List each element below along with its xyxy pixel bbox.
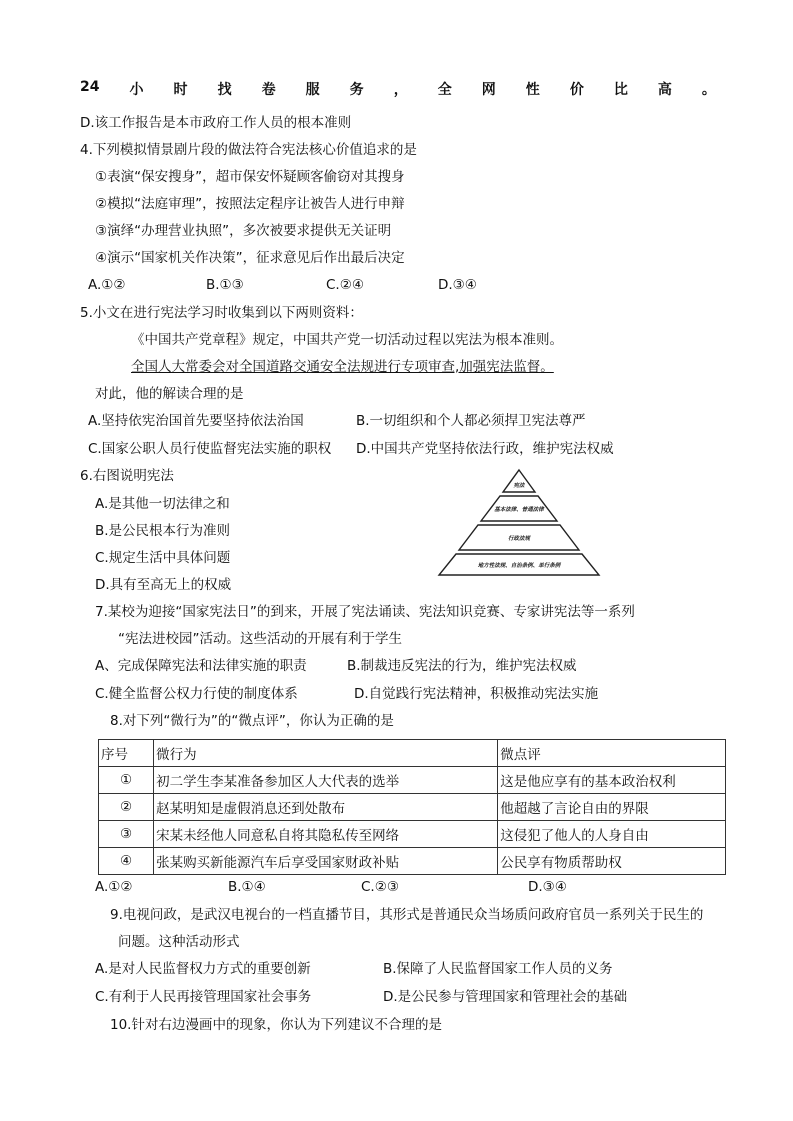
q8-stem: 8.对下列“微行为”的“微点评”，你认为正确的是 [110, 713, 394, 729]
table-header-row [99, 740, 726, 767]
q7-option-b[interactable]: B.制裁违反宪法的行为，维护宪法权威 [347, 658, 577, 674]
q6-option-a[interactable]: A.是其他一切法律之和 [95, 496, 230, 512]
q8-table [98, 739, 726, 875]
banner-char: 服 [305, 82, 320, 98]
row-behavior: 初二学生李某准备参加区人大代表的选举 [154, 767, 498, 794]
row-comment: 公民享有物质帮助权 [498, 848, 726, 875]
q9-options-row-1 [95, 960, 613, 978]
q4-option-b[interactable]: B.①③ [206, 277, 244, 293]
ad-banner [80, 79, 716, 99]
pyramid-label-constitution: 宪法 [513, 483, 525, 489]
q8-option-d[interactable]: D.③④ [528, 879, 567, 895]
q4-option-c[interactable]: C.②④ [326, 277, 364, 293]
banner-char: 全 [437, 82, 452, 98]
q7-stem-line-2: “宪法进校园”活动。这些活动的开展有利于学生 [118, 631, 402, 647]
q5-options-row-2 [88, 440, 614, 458]
q4-item-1: ①表演“保安搜身”，超市保安怀疑顾客偷窃对其搜身 [95, 169, 405, 185]
row-index: ① [99, 767, 154, 794]
q7-stem-line-1: 7.某校为迎接“国家宪法日”的到来，开展了宪法诵读、宪法知识竞赛、专家讲宪法等一系列 [95, 604, 635, 620]
banner-char: 24 [80, 79, 100, 95]
q5-material-1: 《中国共产党章程》规定，中国共产党一切活动过程以宪法为根本准则。 [131, 332, 563, 348]
q6-option-b[interactable]: B.是公民根本行为准则 [95, 523, 231, 539]
table-row [99, 821, 726, 848]
q7-option-c[interactable]: C.健全监督公权力行使的制度体系 [95, 686, 298, 702]
q8-option-b[interactable]: B.①④ [228, 879, 266, 895]
q5-material-2: 全国人大常委会对全国道路交通安全法规进行专项审查,加强宪法监督。 [131, 359, 554, 375]
q5-options-row-1 [88, 412, 586, 430]
q8-option-a[interactable]: A.①② [95, 879, 133, 895]
row-index: ④ [99, 848, 154, 875]
q6-option-c[interactable]: C.规定生活中具体问题 [95, 550, 231, 566]
row-behavior: 宋某未经他人同意私自将其隐私传至网络 [154, 821, 498, 848]
q9-stem-line-1: 9.电视问政，是武汉电视台的一档直播节目，其形式是普通民众当场质问政府官员一系列关于民生的 [110, 907, 704, 923]
q4-option-a[interactable]: A.①② [88, 277, 126, 293]
q4-options [88, 276, 477, 294]
prev-question-option-d: D.该工作报告是本市政府工作人员的根本准则 [80, 115, 352, 131]
banner-char: ， [393, 82, 408, 98]
banner-char: 性 [525, 82, 540, 98]
banner-char: 价 [569, 82, 584, 98]
q9-options-row-2 [95, 988, 627, 1006]
q7-option-a[interactable]: A、完成保障宪法和法律实施的职责 [95, 658, 307, 674]
pyramid-label-basic-laws: 基本法律、普通法律 [494, 507, 544, 513]
q9-option-c[interactable]: C.有利于人民再接管理国家社会事务 [95, 989, 312, 1005]
table-row [99, 794, 726, 821]
row-behavior: 赵某明知是虚假消息还到处散布 [154, 794, 498, 821]
q7-options-row-2 [95, 685, 598, 703]
table-row [99, 848, 726, 875]
q4-item-4: ④演示“国家机关作决策”，征求意见后作出最后决定 [95, 250, 405, 266]
q6-stem: 6.右图说明宪法 [80, 468, 174, 484]
q4-option-d[interactable]: D.③④ [438, 277, 477, 293]
banner-char: 高 [657, 82, 672, 98]
q5-option-c[interactable]: C.国家公职人员行使监督宪法实施的职权 [88, 441, 332, 457]
q9-option-b[interactable]: B.保障了人民监督国家工作人员的义务 [383, 961, 613, 977]
row-index: ② [99, 794, 154, 821]
q5-stem: 5.小文在进行宪法学习时收集到以下两则资料： [80, 305, 363, 321]
banner-char: 找 [217, 82, 232, 98]
q4-item-2: ②模拟“法庭审理”，按照法定程序让被告人进行申辩 [95, 196, 405, 212]
q7-option-d[interactable]: D.自觉践行宪法精神，积极推动宪法实施 [354, 686, 599, 702]
banner-char: 网 [481, 82, 496, 98]
pyramid-label-local-regulations: 地方性法规、自治条例、单行条例 [477, 563, 561, 569]
q10-stem: 10.针对右边漫画中的现象，你认为下列建议不合理的是 [110, 1017, 442, 1033]
q9-option-d[interactable]: D.是公民参与管理国家和管理社会的基础 [383, 989, 628, 1005]
q8-option-c[interactable]: C.②③ [361, 879, 399, 895]
q6-option-d[interactable]: D.具有至高无上的权威 [95, 577, 232, 593]
banner-char: 比 [613, 82, 628, 98]
banner-char: 时 [173, 82, 188, 98]
q4-stem: 4.下列模拟情景剧片段的做法符合宪法核心价值追求的是 [80, 142, 417, 158]
banner-char: 。 [701, 82, 716, 98]
q5-option-d[interactable]: D.中国共产党坚持依法行政，维护宪法权威 [356, 441, 614, 457]
q5-prompt: 对此，他的解读合理的是 [95, 386, 244, 402]
banner-char: 务 [349, 82, 364, 98]
q4-item-3: ③演绎“办理营业执照”，多次被要求提供无关证明 [95, 223, 392, 239]
pyramid-label-admin-regulations: 行政法规 [507, 536, 531, 542]
q9-stem-line-2: 问题。这种活动形式 [118, 934, 240, 950]
table-row [99, 767, 726, 794]
header-behavior: 微行为 [154, 740, 498, 767]
q5-option-b[interactable]: B.一切组织和个人都必须捍卫宪法尊严 [356, 413, 586, 429]
row-comment: 这是他应享有的基本政治权利 [498, 767, 726, 794]
q7-options-row-1 [95, 657, 577, 675]
banner-char: 小 [129, 82, 144, 98]
row-comment: 他超越了言论自由的界限 [498, 794, 726, 821]
header-comment: 微点评 [498, 740, 726, 767]
header-index: 序号 [99, 740, 154, 767]
banner-char: 卷 [261, 82, 276, 98]
row-behavior: 张某购买新能源汽车后享受国家财政补贴 [154, 848, 498, 875]
q5-option-a[interactable]: A.坚持依宪治国首先要坚持依法治国 [88, 413, 304, 429]
row-comment: 这侵犯了他人的人身自由 [498, 821, 726, 848]
q8-options [95, 878, 567, 896]
law-hierarchy-pyramid [437, 467, 601, 577]
row-index: ③ [99, 821, 154, 848]
q9-option-a[interactable]: A.是对人民监督权力方式的重要创新 [95, 961, 311, 977]
